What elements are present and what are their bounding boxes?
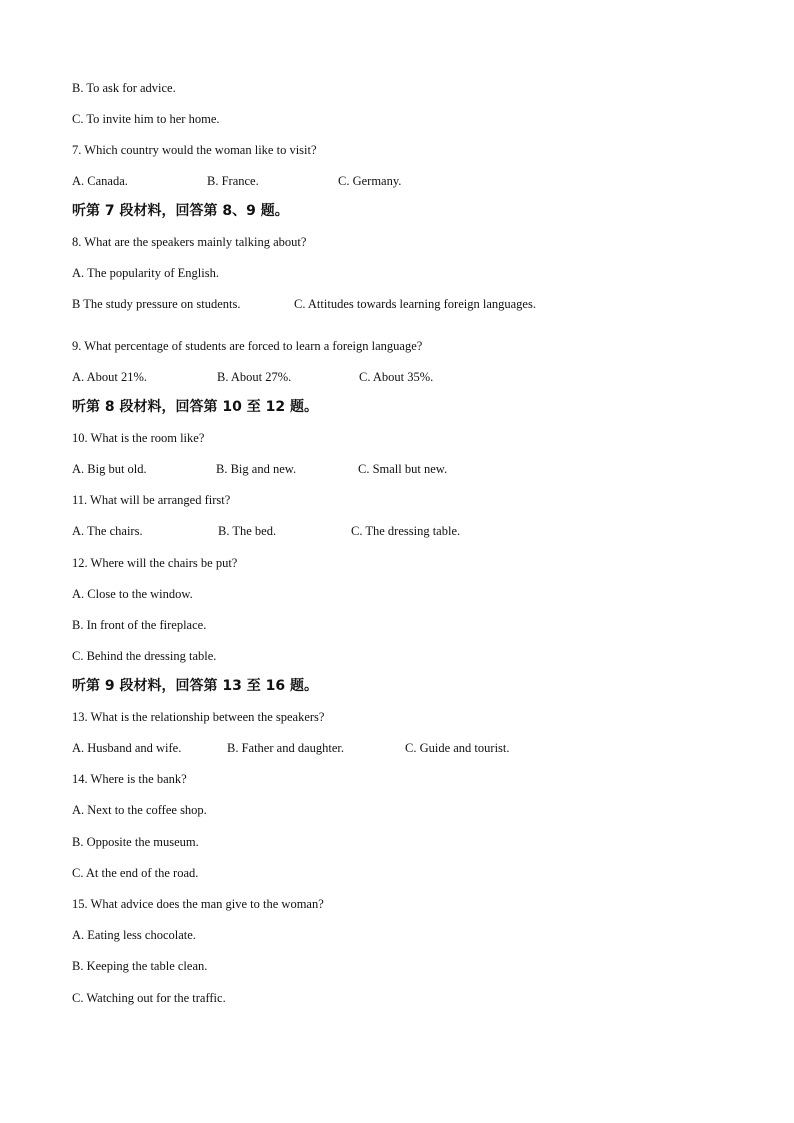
option-14c: C. At the end of the road. xyxy=(72,866,199,880)
section-heading-9: 听第 9 段材料，回答第 13 至 16 题。 xyxy=(72,678,318,694)
option-13b: B. Father and daughter. xyxy=(227,741,344,755)
option-12c: C. Behind the dressing table. xyxy=(72,649,217,663)
option-8b: B The study pressure on students. xyxy=(72,297,241,311)
option-12b: B. In front of the fireplace. xyxy=(72,618,207,632)
option-8c: C. Attitudes towards learning foreign languages. xyxy=(294,297,536,311)
option-9a: A. About 21%. xyxy=(72,370,147,384)
option-9c: C. About 35%. xyxy=(359,370,434,384)
question-13: 13. What is the relationship between the speakers? xyxy=(72,710,325,724)
question-11: 11. What will be arranged first? xyxy=(72,493,231,507)
option-13c: C. Guide and tourist. xyxy=(405,741,510,755)
option-15b: B. Keeping the table clean. xyxy=(72,959,208,973)
section-heading-7: 听第 7 段材料，回答第 8、9 题。 xyxy=(72,203,289,219)
option-10a: A. Big but old. xyxy=(72,462,147,476)
question-10: 10. What is the room like? xyxy=(72,431,205,445)
option-6b: B. To ask for advice. xyxy=(72,81,176,95)
option-15c: C. Watching out for the traffic. xyxy=(72,991,226,1005)
option-11c: C. The dressing table. xyxy=(351,524,461,538)
question-12: 12. Where will the chairs be put? xyxy=(72,556,238,570)
option-6c: C. To invite him to her home. xyxy=(72,112,220,126)
option-15a: A. Eating less chocolate. xyxy=(72,928,196,942)
option-14b: B. Opposite the museum. xyxy=(72,835,199,849)
option-10b: B. Big and new. xyxy=(216,462,297,476)
question-15: 15. What advice does the man give to the woman? xyxy=(72,897,324,911)
option-13a: A. Husband and wife. xyxy=(72,741,182,755)
option-10c: C. Small but new. xyxy=(358,462,448,476)
option-14a: A. Next to the coffee shop. xyxy=(72,803,207,817)
option-11a: A. The chairs. xyxy=(72,524,143,538)
question-7: 7. Which country would the woman like to visit? xyxy=(72,143,317,157)
section-heading-8: 听第 8 段材料，回答第 10 至 12 题。 xyxy=(72,399,318,415)
option-7b: B. France. xyxy=(207,174,259,188)
question-8: 8. What are the speakers mainly talking about? xyxy=(72,235,307,249)
question-14: 14. Where is the bank? xyxy=(72,772,187,786)
question-9: 9. What percentage of students are forced to learn a foreign language? xyxy=(72,339,423,353)
option-9b: B. About 27%. xyxy=(217,370,292,384)
option-8a: A. The popularity of English. xyxy=(72,266,219,280)
option-11b: B. The bed. xyxy=(218,524,277,538)
option-12a: A. Close to the window. xyxy=(72,587,193,601)
option-7a: A. Canada. xyxy=(72,174,128,188)
option-7c: C. Germany. xyxy=(338,174,402,188)
